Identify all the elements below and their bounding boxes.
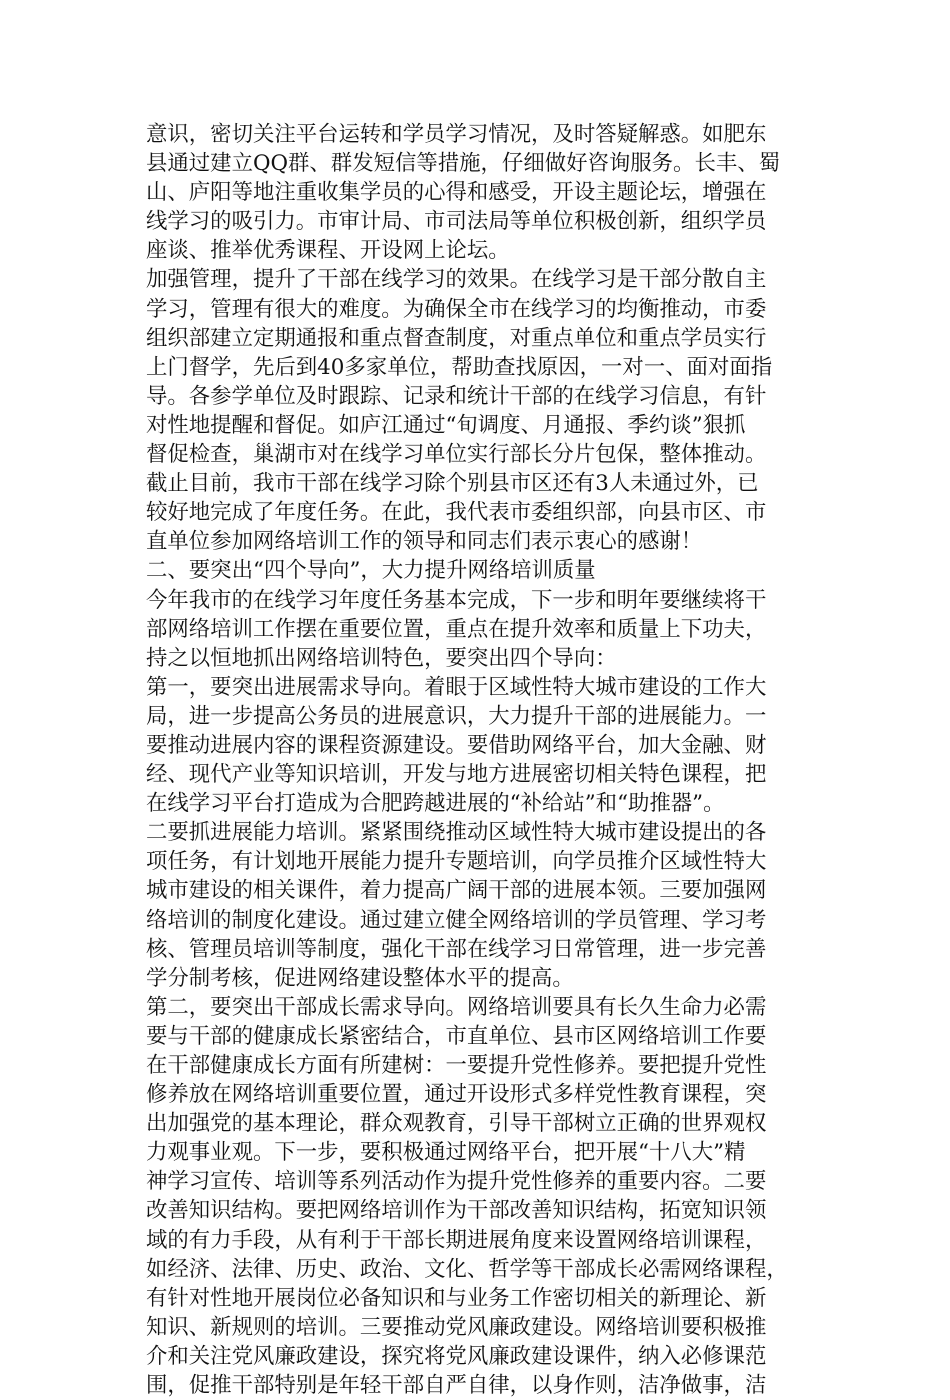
text-line: 学习，管理有很大的难度。为确保全市在线学习的均衡推动，市委 [146,296,767,322]
text-line: 持之以恒地抓出网络培训特色，要突出四个导向： [146,645,617,671]
text-line: 要推动进展内容的课程资源建设。要借助网络平台，加大金融、财 [146,732,767,758]
text-line: 加强管理，提升了干部在线学习的效果。在线学习是干部分散自主 [146,267,767,293]
text-line: 围，促推干部特别是年轻干部自严自律，以身作则，洁净做事，洁 [146,1373,767,1399]
text-line: 对性地提醒和督促。如庐江通过“旬调度、月通报、季约谈”狠抓 [146,412,746,438]
text-line: 有针对性地开展岗位必备知识和与业务工作密切相关的新理论、新 [146,1285,767,1311]
text-line: 导。各参学单位及时跟踪、记录和统计干部的在线学习信息，有针 [146,383,767,409]
text-line: 如经济、法律、历史、政治、文化、哲学等干部成长必需网络课程， [146,1256,788,1282]
text-line: 出加强党的基本理论，群众观教育，引导干部树立正确的世界观权 [146,1111,767,1137]
text-line: 要与干部的健康成长紧密结合，市直单位、县市区网络培训工作要 [146,1023,767,1049]
text-line: 第一，要突出进展需求导向。着眼于区域性特大城市建设的工作大 [146,674,767,700]
text-line: 山、庐阳等地注重收集学员的心得和感受，开设主题论坛，增强在 [146,180,767,206]
text-line: 核、管理员培训等制度，强化干部在线学习日常管理，进一步完善 [146,936,767,962]
text-line: 经、现代产业等知识培训，开发与地方进展密切相关特色课程，把 [146,762,767,788]
text-line: 修养放在网络培训重要位置，通过开设形式多样党性教育课程，突 [146,1082,767,1108]
text-line: 城市建设的相关课件，着力提高广阔干部的进展本领。三要加强网 [146,878,767,904]
text-line: 直单位参加网络培训工作的领导和同志们表示衷心的感谢！ [146,529,703,555]
text-line: 二要抓进展能力培训。紧紧围绕推动区域性特大城市建设提出的各 [146,820,767,846]
text-line: 县通过建立QQ群、群发短信等措施，仔细做好咨询服务。长丰、蜀 [146,151,781,177]
text-line: 截止目前，我市干部在线学习除个别县市区还有3人未通过外，已 [146,471,759,497]
text-line: 座谈、推举优秀课程、开设网上论坛。 [146,238,510,264]
text-line: 学分制考核，促进网络建设整体水平的提高。 [146,965,574,991]
text-line: 上门督学，先后到40多家单位，帮助查找原因，一对一、面对面指 [146,354,773,380]
text-line: 部网络培训工作摆在重要位置，重点在提升效率和质量上下功夫， [146,616,767,642]
text-line: 督促检查，巢湖市对在线学习单位实行部长分片包保，整体推动。 [146,442,767,468]
text-line: 介和关注党风廉政建设，探究将党风廉政建设课件，纳入必修课范 [146,1343,767,1369]
text-line: 神学习宣传、培训等系列活动作为提升党性修养的重要内容。二要 [146,1169,767,1195]
text-line: 在线学习平台打造成为合肥跨越进展的“补给站”和“助推器”。 [146,791,725,817]
text-line: 知识、新规则的培训。三要推动党风廉政建设。网络培训要积极推 [146,1314,767,1340]
text-line: 今年我市的在线学习年度任务基本完成，下一步和明年要继续将干 [146,587,767,613]
text-line: 线学习的吸引力。市审计局、市司法局等单位积极创新，组织学员 [146,209,767,235]
text-line: 二、要突出“四个导向”，大力提升网络培训质量 [146,558,596,584]
text-line: 第二，要突出干部成长需求导向。网络培训要具有长久生命力必需 [146,994,767,1020]
text-line: 项任务，有计划地开展能力提升专题培训，向学员推介区域性特大 [146,849,767,875]
text-line: 在干部健康成长方面有所建树：一要提升党性修养。要把提升党性 [146,1053,767,1078]
text-line: 意识，密切关注平台运转和学员学习情况，及时答疑解惑。如肥东 [146,122,767,147]
text-line: 域的有力手段，从有利于干部长期进展角度来设置网络培训课程， [146,1227,767,1253]
text-line: 改善知识结构。要把网络培训作为干部改善知识结构，拓宽知识领 [146,1198,767,1224]
text-line: 组织部建立定期通报和重点督查制度，对重点单位和重点学员实行 [146,325,767,351]
text-line: 力观事业观。下一步，要积极通过网络平台，把开展“十八大”精 [146,1140,746,1166]
document-body [146,120,826,1400]
text-line: 较好地完成了年度任务。在此，我代表市委组织部，向县市区、市 [146,500,767,526]
text-line: 局，进一步提高公务员的进展意识，大力提升干部的进展能力。一 [146,703,767,729]
text-line: 络培训的制度化建设。通过建立健全网络培训的学员管理、学习考 [146,907,767,933]
